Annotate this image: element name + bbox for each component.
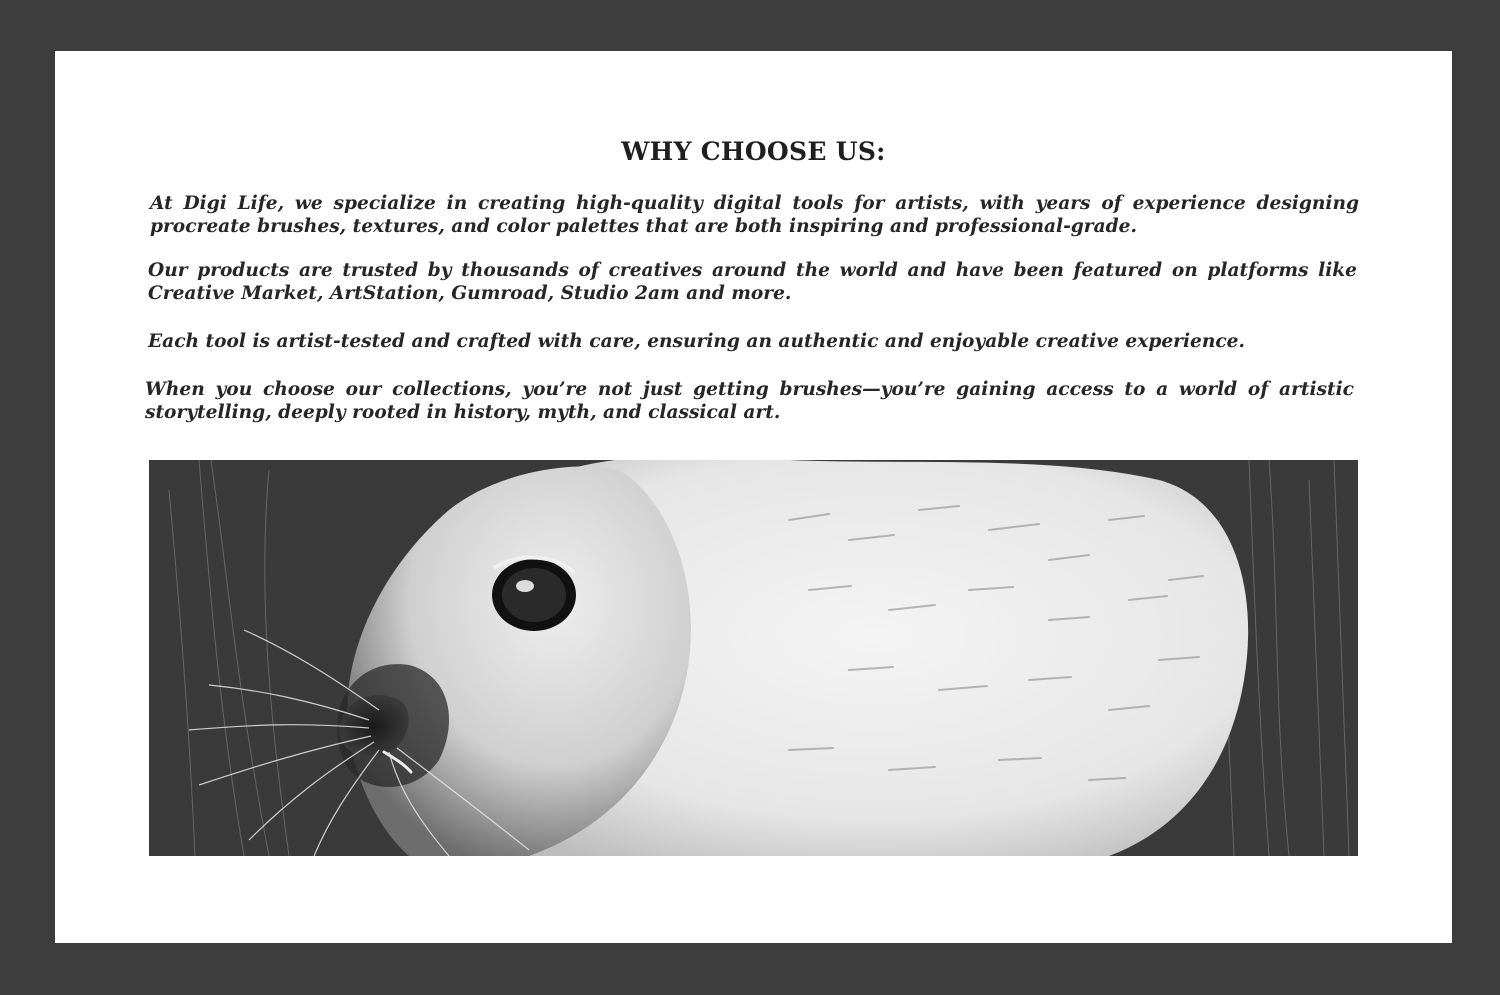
rodent-engraving-illustration xyxy=(149,460,1358,856)
paragraph-artist-tested: Each tool is artist-tested and crafted with care, ensuring an authentic and enjoyable creative experience. xyxy=(148,331,1245,352)
paragraph-trusted: Our products are trusted by thousands of creatives around the world and have been featured on platforms like Creative Market, ArtStation, Gumroad, Studio 2am and more. xyxy=(148,260,1357,304)
engraving-svg xyxy=(149,460,1358,856)
section-heading: WHY CHOOSE US: xyxy=(621,137,886,166)
content-card xyxy=(55,51,1452,943)
paragraph-collections: When you choose our collections, you’re not just getting brushes—you’re gaining access to a world of artistic storytelling, deeply rooted in history, myth, and classical art. xyxy=(145,379,1354,423)
eye-iris xyxy=(502,568,566,622)
eye-highlight xyxy=(516,580,534,592)
paragraph-about: At Digi Life, we specialize in creating high-quality digital tools for artists, with years of experience designing procreate brushes, textures, and color palettes that are both inspiring and professional-grade. xyxy=(150,193,1359,237)
